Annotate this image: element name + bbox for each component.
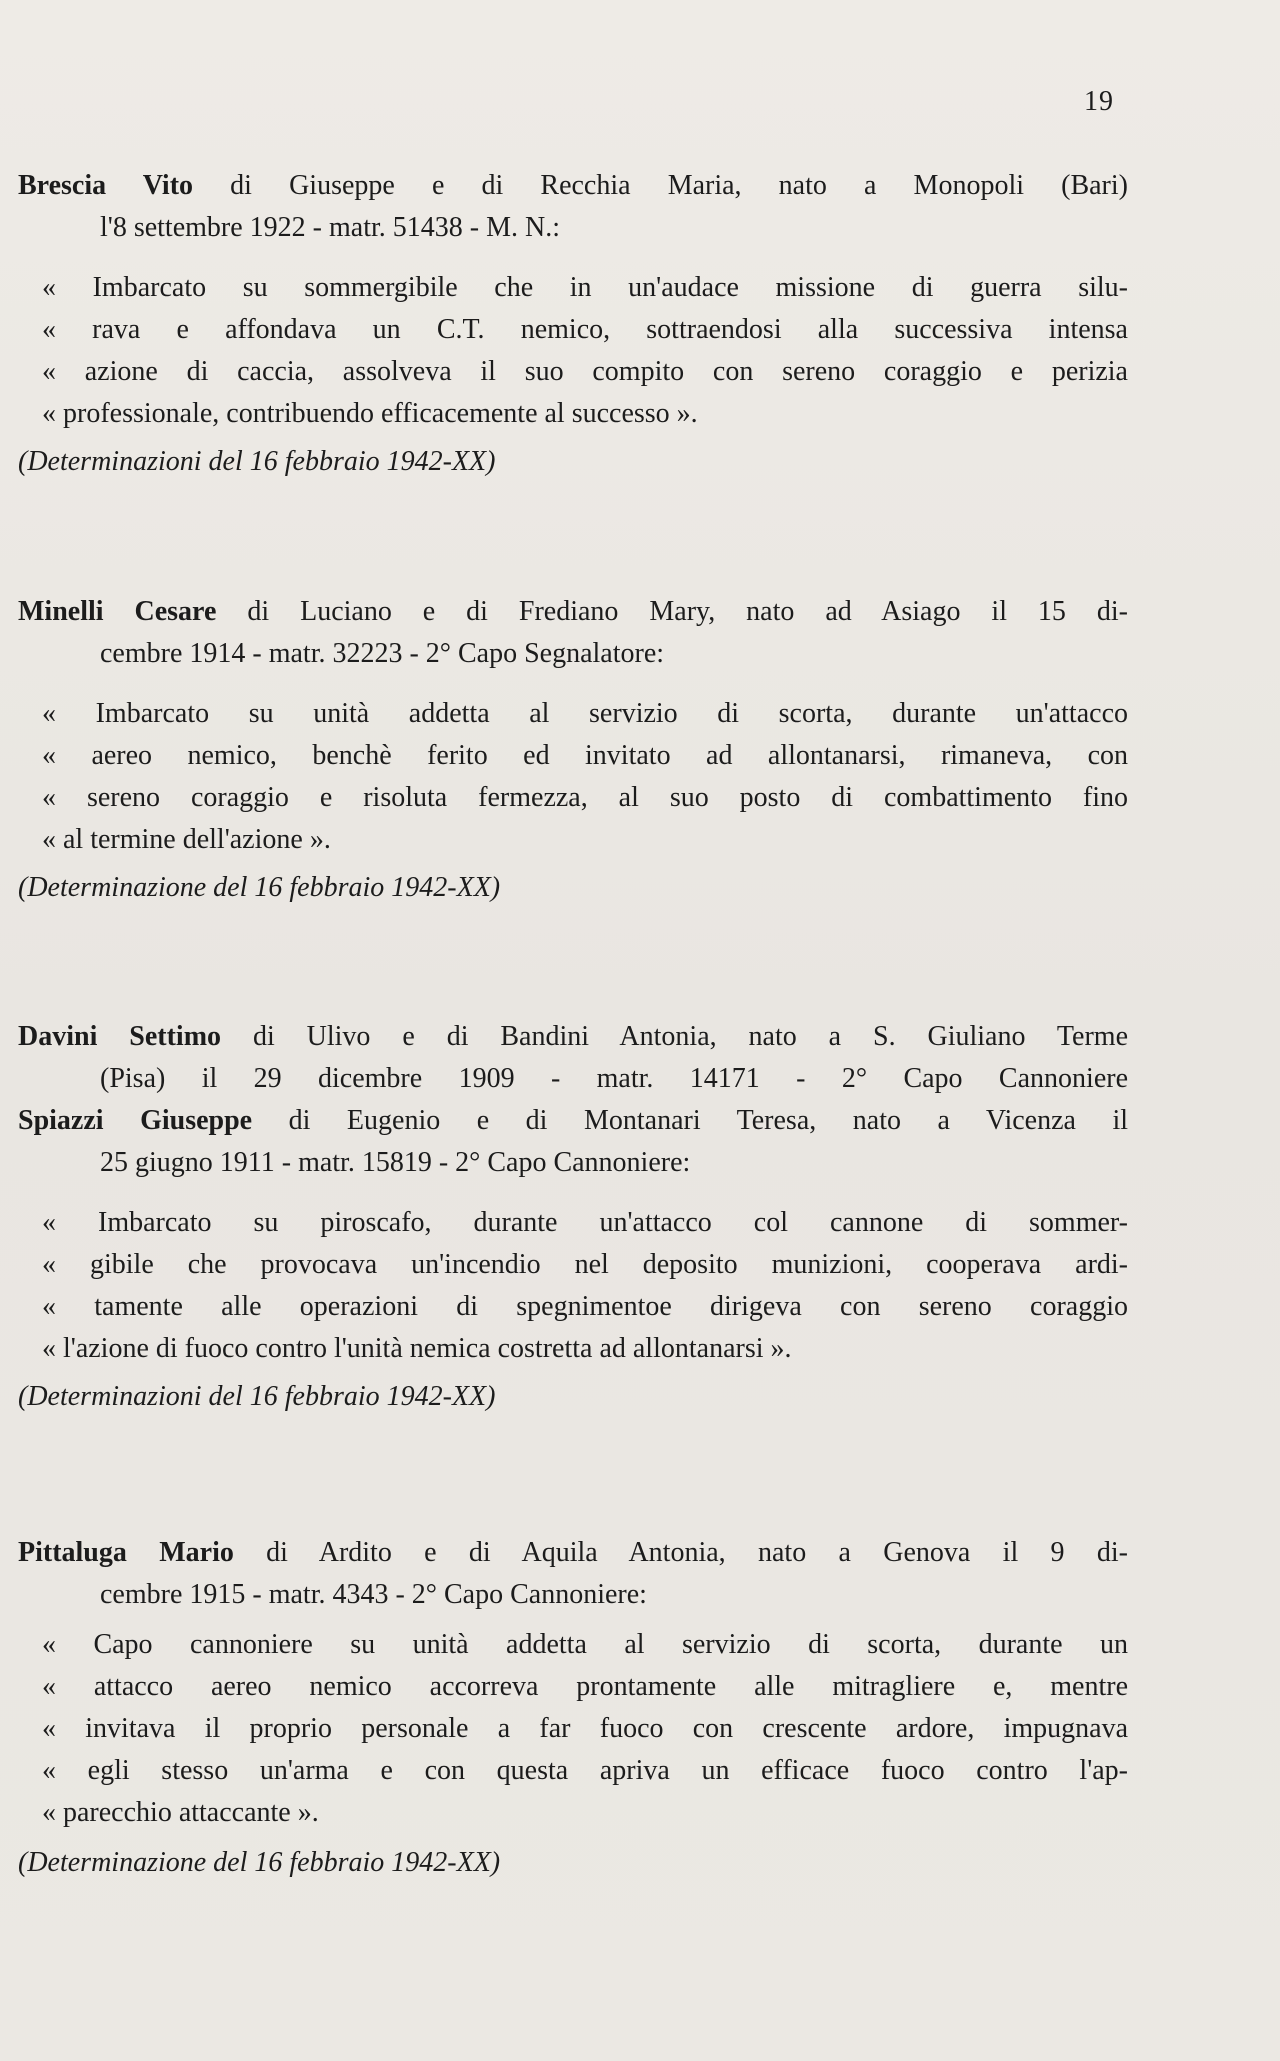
quote-line: « aereo nemico, benchè ferito ed invitato ad allontanarsi, rimaneva, con — [42, 740, 1128, 771]
entry-header-line — [18, 591, 1128, 633]
person-name: Pittaluga Mario — [18, 1537, 234, 1568]
quote-line: « professionale, contribuendo efficacemente al successo ». — [42, 398, 698, 429]
citation-entry-pittaluga — [18, 1532, 1128, 1884]
header-text: di Ardito e di Aquila Antonia, nato a Genova il 9 di- — [266, 1537, 1128, 1568]
header-line-2: l'8 settembre 1922 - matr. 51438 - M. N.: — [100, 212, 560, 243]
person-name: Spiazzi Giuseppe — [18, 1105, 253, 1136]
person-name: Davini Settimo — [18, 1021, 222, 1052]
header-line-2: (Pisa) il 29 dicembre 1909 - matr. 14171 - 2° Capo Cannoniere — [100, 1063, 1128, 1094]
header-text: di Luciano e di Frediano Mary, nato ad Asiago il 15 di- — [247, 596, 1128, 627]
quote-line: « al termine dell'azione ». — [42, 824, 331, 855]
citation-entry-davini-spiazzi — [18, 1016, 1128, 1418]
quote-line: « sereno coraggio e risoluta fermezza, al suo posto di combattimento fino — [42, 782, 1128, 813]
entry-header-line — [18, 1532, 1128, 1574]
determination-note: (Determinazioni del 16 febbraio 1942-XX) — [18, 446, 496, 477]
quote-line: « attacco aereo nemico accorreva prontamente alle mitragliere e, mentre — [42, 1671, 1128, 1702]
quote-line: « egli stesso un'arma e con questa apriva un efficace fuoco contro l'ap- — [42, 1755, 1128, 1786]
quote-line: « Capo cannoniere su unità addetta al servizio di scorta, durante un — [42, 1629, 1128, 1660]
quote-line: « tamente alle operazioni di spegnimentoe dirigeva con sereno coraggio — [42, 1291, 1128, 1322]
header-line-2: 25 giugno 1911 - matr. 15819 - 2° Capo Cannoniere: — [100, 1147, 691, 1178]
quote-line: « rava e affondava un C.T. nemico, sottraendosi alla successiva intensa — [42, 314, 1128, 345]
determination-note: (Determinazioni del 16 febbraio 1942-XX) — [18, 1381, 496, 1412]
quote-line: « Imbarcato su piroscafo, durante un'attacco col cannone di sommer- — [42, 1207, 1128, 1238]
person-name: Brescia Vito — [18, 170, 194, 201]
quote-line: « gibile che provocava un'incendio nel deposito munizioni, cooperava ardi- — [42, 1249, 1128, 1280]
determination-note: (Determinazione del 16 febbraio 1942-XX) — [18, 872, 501, 903]
header-text: di Eugenio e di Montanari Teresa, nato a Vicenza il — [288, 1105, 1128, 1136]
citation-entry-brescia — [18, 165, 1128, 483]
entry-header-line — [18, 165, 1128, 207]
page-number: 19 — [1084, 86, 1114, 117]
determination-note: (Determinazione del 16 febbraio 1942-XX) — [18, 1847, 501, 1878]
quote-line: « l'azione di fuoco contro l'unità nemica costretta ad allontanarsi ». — [42, 1333, 792, 1364]
header-line-2: cembre 1914 - matr. 32223 - 2° Capo Segnalatore: — [100, 638, 665, 669]
header-text: di Giuseppe e di Recchia Maria, nato a Monopoli (Bari) — [230, 170, 1128, 201]
quote-line: « Imbarcato su sommergibile che in un'audace missione di guerra silu- — [42, 272, 1128, 303]
header-text: di Ulivo e di Bandini Antonia, nato a S. Giuliano Terme — [252, 1021, 1128, 1052]
quote-line: « Imbarcato su unità addetta al servizio di scorta, durante un'attacco — [42, 698, 1128, 729]
entry-header-line — [18, 1016, 1128, 1058]
header-line-2: cembre 1915 - matr. 4343 - 2° Capo Cannoniere: — [100, 1579, 647, 1610]
quote-line: « azione di caccia, assolveva il suo compito con sereno coraggio e perizia — [42, 356, 1128, 387]
person-name: Minelli Cesare — [18, 596, 217, 627]
entry-header-line — [18, 1100, 1128, 1142]
quote-line: « parecchio attaccante ». — [42, 1797, 319, 1828]
citation-entry-minelli — [18, 591, 1128, 909]
quote-line: « invitava il proprio personale a far fuoco con crescente ardore, impugnava — [42, 1713, 1128, 1744]
